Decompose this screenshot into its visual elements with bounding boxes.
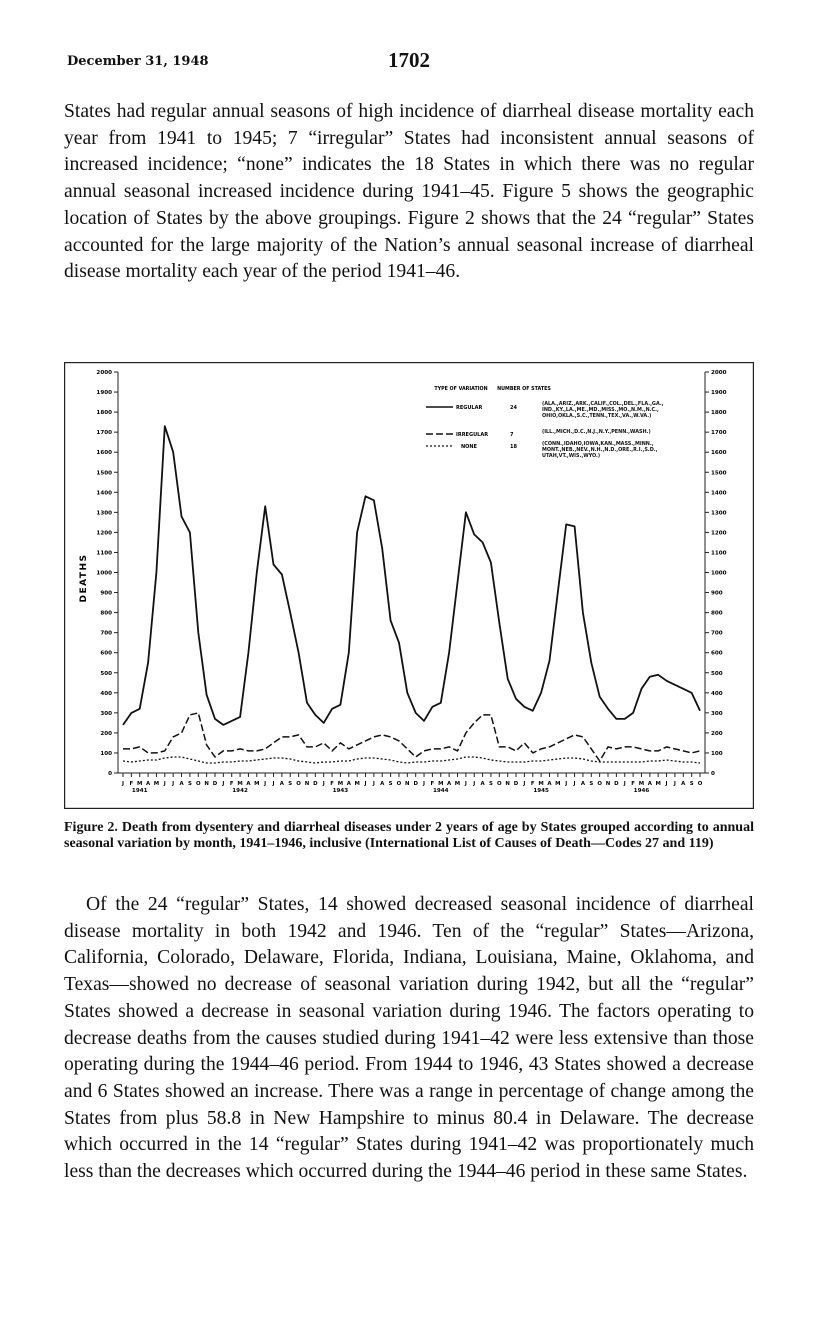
x-tick-label-month: D [212,781,218,787]
x-tick-label-month: M [137,781,143,787]
x-tick-label-month: N [605,781,611,787]
y-tick-label-left: 1000 [96,570,112,577]
series-line-regular [123,426,700,725]
x-tick-label-month: A [580,781,586,787]
legend [426,386,674,465]
legend-header-number: NUMBER OF STATES [497,387,551,392]
x-tick-label-month: M [655,781,661,787]
x-tick-label-month: N [405,781,410,787]
y-tick-label-right: 900 [711,590,723,597]
x-tick-label-month: S [187,781,192,787]
y-tick-label-right: 100 [711,750,723,757]
x-tick-label-month: F [430,781,435,787]
y-tick-label-left: 1500 [96,470,112,477]
y-tick-label-right: 1600 [711,450,727,457]
legend-header-type: TYPE OF VARIATION [434,387,488,392]
x-tick-label-month: M [454,781,461,787]
y-tick-label-left: 0 [108,771,112,777]
x-tick-label-month: M [354,781,360,787]
legend-number-none: 18 [510,444,517,450]
y-tick-label-right: 300 [711,710,723,717]
y-tick-label-right: 1400 [711,490,727,497]
header-date: December 31, 1948 [67,54,209,69]
x-tick-label-month: S [488,781,493,787]
series-line-none [123,757,700,763]
y-tick-label-right: 2000 [711,370,727,376]
y-tick-label-left: 300 [100,710,112,717]
x-tick-label-month: J [623,781,626,787]
x-tick-label-month: O [497,781,502,787]
legend-number-regular: 24 [510,405,517,411]
x-tick-label-month: N [204,781,209,787]
y-tick-label-left: 600 [100,650,112,657]
y-tick-label-right: 400 [711,690,723,697]
x-tick-label-month: D [413,781,418,787]
x-tick-label-month: D [614,781,619,787]
x-tick-label-month: A [647,781,652,787]
x-year-label: 1942 [232,788,248,794]
x-tick-label-month: M [538,781,544,787]
x-year-label: 1941 [131,788,148,794]
x-tick-label-month: J [473,781,476,787]
x-tick-label-month: S [288,781,293,787]
x-tick-label-month: A [681,781,686,787]
x-tick-label-month: O [597,781,602,787]
y-tick-label-right: 1500 [711,470,727,477]
y-tick-label-left: 100 [100,750,112,757]
x-tick-label-month: A [179,781,184,787]
x-tick-label-month: O [697,781,703,787]
x-tick-label-month: M [638,781,645,787]
y-tick-label-left: 1800 [96,410,112,417]
x-tick-label-month: N [304,781,310,787]
x-tick-label-month: O [195,781,201,787]
x-tick-label-month: S [589,781,594,787]
legend-type-none: NONE [461,444,478,450]
page-number: 1702 [388,48,430,72]
x-tick-label-month: M [438,781,444,787]
y-tick-label-right: 800 [711,610,723,617]
x-tick-label-month: M [555,781,561,787]
x-tick-label-month: J [523,781,526,787]
x-year-label: 1945 [533,788,549,794]
x-tick-label-month: J [222,781,225,787]
x-tick-label-month: J [372,781,375,787]
figure-2 [64,362,754,809]
x-tick-label-month: J [565,781,568,787]
y-tick-label-left: 900 [100,590,112,597]
y-tick-label-left: 1700 [96,430,112,437]
y-tick-label-left: 200 [100,730,112,737]
legend-number-irregular: 7 [510,432,514,438]
x-tick-label-month: M [153,781,160,787]
x-tick-label-month: F [530,781,535,787]
x-tick-label-month: J [322,781,325,787]
y-tick-label-left: 400 [100,690,112,697]
y-tick-label-left: 1100 [96,550,112,557]
x-tick-label-month: M [337,781,344,787]
x-tick-label-month: N [505,781,510,787]
y-tick-label-left: 700 [100,630,112,637]
x-tick-label-month: J [272,781,275,787]
y-tick-label-left: 1400 [96,490,112,497]
y-tick-label-right: 1100 [711,550,727,557]
x-tick-label-month: D [513,781,519,787]
series-line-irregular [123,713,700,761]
y-tick-label-left: 800 [100,610,112,617]
x-year-label: 1944 [432,788,449,794]
x-tick-label-month: M [254,781,260,787]
y-tick-label-left: 1900 [96,390,112,397]
x-tick-label-month: J [464,781,467,787]
x-tick-label-month: M [237,781,243,787]
x-year-label: 1946 [633,788,650,794]
y-tick-label-right: 1200 [711,530,727,537]
legend-states-none: (CONN.,IDAHO,IOWA,KAN.,MASS.,MINN., MONT.,NEB.,NEV.,N.H.,N.D.,ORE.,R.I.,S.D., UTAH,VT.,WIS.,WYO.) [542,441,658,460]
y-tick-label-left: 1300 [96,510,112,517]
x-tick-label-month: J [121,781,125,787]
x-tick-label-month: J [172,781,175,787]
y-tick-label-right: 600 [711,650,723,657]
x-tick-label-month: F [229,781,234,787]
x-tick-label-month: O [296,781,301,787]
x-tick-label-month: O [396,781,402,787]
x-tick-label-month: A [279,781,284,787]
legend-states-irregular: (ILL.,MICH.,D.C.,N.J.,N.Y.,PENN.,WASH.) [542,429,651,435]
legend-states-regular: (ALA.,ARIZ.,ARK.,CALIF.,COL.,DEL.,FLA.,GA., IND.,KY.,LA.,ME.,MD.,MISS.,MO.,N.M.,N.C., OHIO,OKLA.,S.C.,TENN.,TEX.,VA.,W.VA.) [542,401,664,420]
y-tick-label-left: 1600 [96,450,112,457]
x-tick-label-month: S [388,781,393,787]
y-tick-label-right: 200 [711,730,723,737]
y-tick-label-right: 700 [711,630,723,637]
x-tick-label-month: J [573,781,576,787]
x-tick-label-month: A [447,781,452,787]
x-tick-label-month: F [129,781,134,787]
y-tick-label-right: 1800 [711,410,727,417]
deaths-line-chart [64,362,754,809]
paragraph-1: States had regular annual seasons of high incidence of diarrheal disease mortality each year from 1941 to 1945; 7 “irregular” States had inconsistent annual seasons of increased incidence; “none” indicates the 18 States in which there was no regular annual seasonal increased incidence during 1941–45. Figure 5 shows the geographic location of States by the above groupings. Figure 2 shows that the 24 “regular” States accounted for the large majority of the Nation’s annual seasonal increase of diarrheal disease mortality each year of the period 1941–46. [64,101,754,283]
legend-type-irregular: IRREGULAR [456,432,489,438]
x-tick-label-month: D [313,781,318,787]
y-tick-label-right: 0 [711,771,715,777]
y-axis-label: DEATHS [79,553,89,603]
y-tick-label-right: 1300 [711,510,727,517]
x-tick-label-month: J [673,781,676,787]
x-year-label: 1943 [332,788,349,794]
x-tick-label-month: A [547,781,552,787]
x-tick-label-month: F [631,781,635,787]
y-tick-label-right: 500 [711,670,723,677]
y-tick-label-right: 1000 [711,570,727,577]
figure-caption: Figure 2. Death from dysentery and diarrheal diseases under 2 years of age by States grouped according to annual seasonal variation by month, 1941–1946, inclusive (International List of Causes of Death—Codes 27 and 119) [64,820,754,851]
legend-type-regular: REGULAR [456,405,483,411]
x-tick-label-month: A [346,781,351,787]
x-tick-label-month: A [380,781,385,787]
x-tick-label-month: S [689,781,694,787]
paragraph-2: Of the 24 “regular” States, 14 showed decreased seasonal incidence of diarrheal disease mortality in both 1942 and 1946. Ten of the “regular” States—Arizona, California, Colorado, Delaware, Florida, Indiana, Louisiana, Maine, Oklahoma, and Texas—showed no decrease of seasonal variation during 1942, but all the “regular” States showed a decrease in seasonal variation during 1946. The factors operating to decrease deaths from the causes studied during 1941–42 were less extensive than those operating during the 1944–46 period. From 1944 to 1946, 43 States showed a decrease and 6 States showed an increase. There was a range in percentage of change among the States from plus 58.8 in New Hampshire to minus 80.4 in Delaware. The decrease which occurred in the 14 “regular” States during 1941–42 was proportionately much less than the decreases which occurred during the 1944–46 period in these same States. [64,894,754,1183]
x-tick-label-month: A [246,781,251,787]
y-tick-label-right: 1900 [711,390,727,397]
x-tick-label-month: A [145,781,151,787]
y-tick-label-left: 2000 [96,370,112,376]
x-tick-label-month: J [163,781,166,787]
y-tick-label-left: 500 [100,670,112,677]
x-tick-label-month: A [480,781,485,787]
x-tick-label-month: J [264,781,267,787]
y-tick-label-left: 1200 [96,530,112,537]
x-tick-label-month: J [665,781,668,787]
y-tick-label-right: 1700 [711,430,727,437]
x-tick-label-month: J [364,781,367,787]
x-tick-label-month: J [423,781,426,787]
x-tick-label-month: F [330,781,334,787]
